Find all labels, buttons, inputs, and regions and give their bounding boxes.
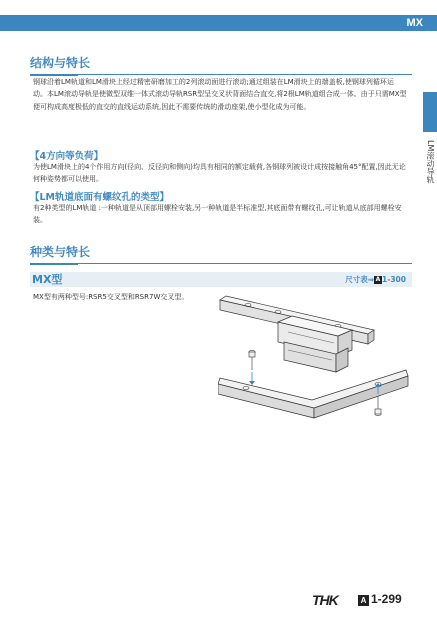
model-body: MX型有两种型号:RSR5交叉型和RSR7W交叉型。: [33, 293, 189, 301]
model-title: MX型: [32, 273, 63, 286]
page-number-text: 1-299: [371, 592, 402, 606]
section-body-structure: 钢球沿着LM轨道和LM滑块上经过精密研磨加工的2列滚动面进行滚动;通过组装在LM滑块上的端盖板,使钢球列循环运动。本LM滚动导轨是使微型双维一体式滚动导轨RSR型呈交叉状背面结合直交,将2根LM轨道组合成一体。由于只需MX型便可构成高度极低的直交的直线运动系统,因此不需要传统的滑动座架,使小型化成为可能。: [33, 78, 407, 111]
header-bar: [0, 15, 437, 31]
model-band: [30, 272, 412, 287]
cross-guide-drawing: [218, 292, 412, 432]
dimension-table-link[interactable]: [345, 272, 406, 287]
feature-body-4way: 为使LM滑块上的4个作用方向(径向、反径向和侧向)均具有相同的额定载荷,各钢球列被设计成按接触角45°配置,因此无论何种姿势都可以使用。: [33, 163, 406, 184]
product-illustration: [218, 292, 412, 432]
section-title-structure: 结构与特长: [30, 54, 412, 75]
feature-title-tapped-rail: 【LM轨道底面有螺纹孔的类型】: [30, 192, 170, 203]
dimension-table-label: 尺寸表⇒: [345, 275, 374, 284]
page-section-icon: A: [358, 595, 369, 606]
feature-title-4way: 【4方向等负荷】: [30, 151, 104, 162]
feature-body-tapped-rail: 有2种类型的LM轨道 :一种轨道是从顶部用螺栓安装,另一种轨道是半标准型,其底面带有螺纹孔,可让轨道从底部用螺栓安装。: [33, 204, 402, 225]
dimension-table-page: 1-300: [382, 275, 406, 284]
side-tab-marker: [423, 92, 437, 132]
model-code: MX: [406, 17, 423, 29]
brand-logo: THK: [312, 592, 338, 608]
page-section-icon: A: [375, 276, 381, 283]
side-tab-label: LM滚动导轨: [426, 140, 435, 184]
page-number: [358, 592, 402, 606]
section-title-types: 种类与特长: [30, 243, 412, 264]
